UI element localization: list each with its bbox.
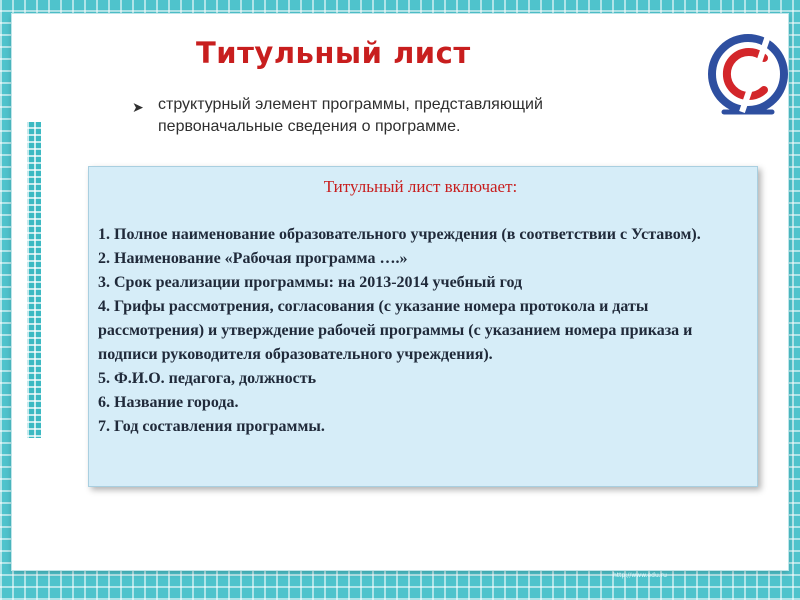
list-item: 1. Полное наименование образовательного учреждения (в соответствии с Уставом). [98, 226, 701, 243]
arrow-bullet-icon: ➤ [132, 99, 144, 115]
slide-title: Титульный лист [196, 36, 471, 70]
decorative-grid-strip [27, 122, 41, 438]
list-item: 4. Грифы рассмотрения, согласования (с указание номера протокола и даты рассмотрения) и утверждение рабочей программы (с указанием номера приказа и подписи руководителя образовательного учреждения). [98, 298, 693, 363]
left-margin-band [12, 14, 74, 570]
list-item: 3. Срок реализации программы: на 2013-2014 учебный год [98, 274, 523, 291]
list-item: 7. Год составления программы. [98, 418, 325, 435]
contents-panel [88, 166, 758, 487]
definition-block [132, 94, 602, 138]
definition-text: структурный элемент программы, представляющий первоначальные сведения о программе. [158, 96, 543, 135]
footer-caption: http://www.edu.ru [613, 572, 667, 579]
list-item: 2. Наименование «Рабочая программа ….» [98, 250, 408, 267]
slide [12, 14, 788, 570]
stylized-circle-logo-icon [702, 28, 794, 120]
list-item: 6. Название города. [98, 394, 239, 411]
list-item: 5. Ф.И.О. педагога, должность [98, 370, 317, 387]
panel-heading: Титульный лист включает: [323, 177, 518, 196]
contents-list [98, 223, 743, 439]
